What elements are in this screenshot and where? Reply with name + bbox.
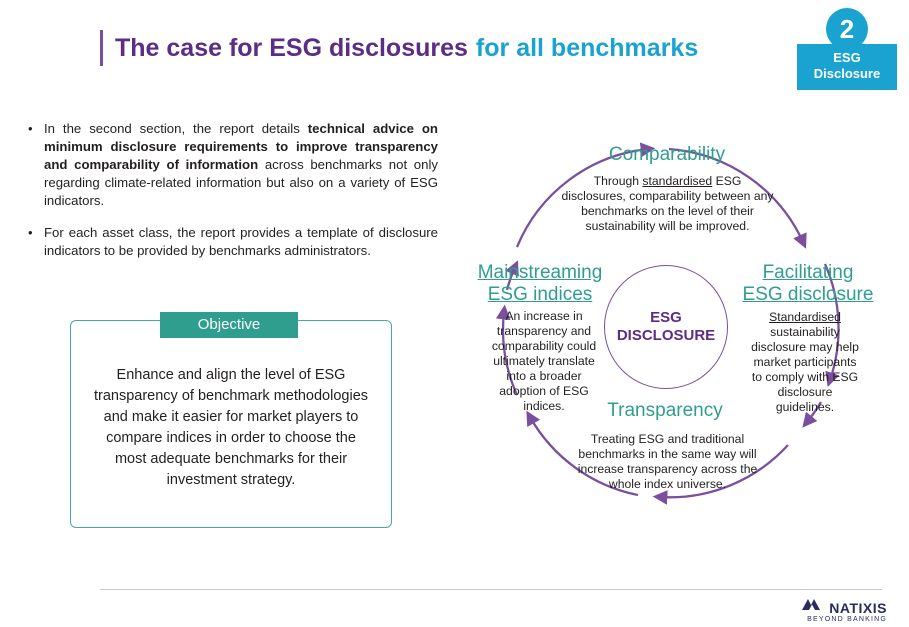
bullet-text: [44, 120, 438, 210]
bullet-text: For each asset class, the report provides a template of disclosure indicators to be provided by benchmarks administrators.: [44, 225, 438, 258]
objective-header: Objective: [160, 312, 298, 338]
section-number: 2: [826, 8, 868, 50]
diagram-center-line2: DISCLOSURE: [616, 327, 716, 344]
footer-divider: [100, 589, 882, 590]
diagram-center-line1: ESG: [650, 309, 682, 326]
logo-mark-icon: [801, 597, 821, 618]
bullet-part: across benchmarks not only regarding climate-related information but also on a variety of ESG indicators.: [44, 157, 438, 208]
quadrant-body-comparability: Through standardised ESG disclosures, comparability between any benchmarks on the level of their sustainability will be improved.: [561, 174, 774, 233]
quadrant-title-line2: ESG indices: [487, 284, 593, 305]
section-badge: [797, 8, 897, 90]
esg-cycle-diagram: [455, 112, 899, 542]
natixis-logo: [801, 597, 887, 623]
page-title-secondary: for all benchmarks: [475, 33, 699, 62]
objective-box: [70, 320, 392, 528]
quadrant-title-comparability: Comparability: [608, 144, 726, 165]
bullet-part: In the second section, the report details: [44, 121, 308, 136]
logo-name: NATIXIS: [829, 599, 887, 616]
logo-tagline: BEYOND BANKING: [807, 616, 887, 623]
page-title-primary: The case for ESG disclosures: [115, 33, 468, 62]
page-title: [100, 30, 698, 66]
logo-chevron-icon: [801, 597, 821, 613]
quadrant-title-line1: Mainstreaming: [477, 262, 603, 283]
diagram-center: [604, 265, 728, 389]
objective-text: Enhance and align the level of ESG transparency of benchmark methodologies and make it easier for market players to compare indices in order to choose the most adequate benchmarks for their investment strategy.: [93, 367, 369, 488]
bullet-part-bold: technical advice on minimum disclosure requirements to improve transparency and comparability of information: [44, 121, 438, 172]
quadrant-body-mainstreaming-esg-indices: An increase in transparency and comparability could ultimately translate into a broader adoption of ESG indices.: [491, 309, 597, 413]
quadrant-title-transparency: Transparency: [607, 400, 723, 421]
section-label-line1: ESG: [833, 50, 861, 65]
bullet-marker: •: [28, 225, 33, 240]
bullet-marker: •: [28, 121, 33, 136]
quadrant-title-line1: Facilitating: [762, 262, 854, 283]
list-item: [28, 224, 438, 260]
quadrant-body-facilitating-esg-disclosure: Standardised sustainability disclosure may help market participants to comply with ESG disclosure guidelines.: [751, 310, 859, 414]
list-item: [28, 120, 438, 210]
diagram-center-label: [617, 309, 715, 345]
section-label: [797, 44, 897, 90]
quadrant-body-transparency: Treating ESG and traditional benchmarks in the same way will increase transparency across the whole index universe.: [577, 432, 758, 491]
quadrant-title-facilitating-esg-disclosure: [738, 262, 878, 306]
bullet-list: [28, 120, 438, 274]
quadrant-title-line2: ESG disclosure: [742, 284, 874, 305]
section-label-line2: Disclosure: [813, 66, 881, 81]
quadrant-title-mainstreaming-esg-indices: [465, 262, 615, 306]
